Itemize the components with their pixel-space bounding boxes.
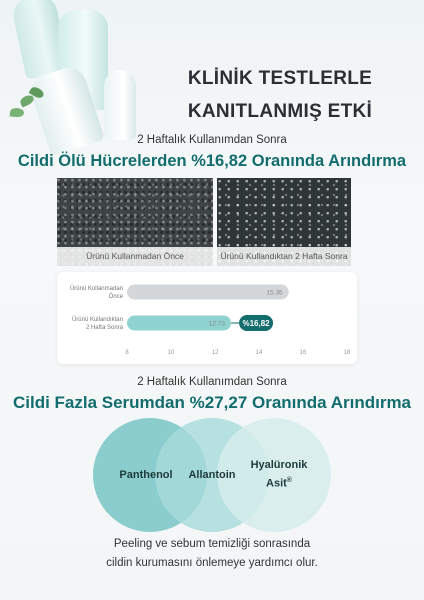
section2-subtitle: 2 Haftalık Kullanımdan Sonra (137, 376, 287, 388)
hyaluronic-line-1: Hyalüronik (250, 459, 308, 472)
footer-text (0, 535, 424, 573)
page-headline (150, 62, 410, 128)
chart-svg (57, 272, 357, 364)
x-tick-label: 14 (255, 350, 263, 356)
category-label: Önce (108, 294, 123, 300)
bar-value-label: 12.73 (208, 320, 226, 328)
footer-line-1: Peeling ve sebum temizliği sonrasında (113, 538, 311, 550)
category-label: Ürünü Kullandıktan (71, 317, 123, 323)
product-bottle (104, 70, 136, 140)
x-tick-label: 8 (125, 350, 129, 356)
x-tick-label: 18 (343, 350, 351, 356)
category-label: Ürünü Kullanmadan (69, 286, 123, 292)
headline-line-2: KANITLANMIŞ ETKİ (187, 101, 373, 122)
x-tick-label: 16 (299, 350, 307, 356)
ingredient-label-allantoin: Allantoin (188, 468, 236, 481)
x-tick-label: 10 (167, 350, 175, 356)
registered-mark: ® (286, 477, 292, 485)
photo-after-caption: Ürünü Kullandıktan 2 Hafta Sonra (217, 247, 351, 266)
headline-line-1: KLİNİK TESTLERLE (187, 68, 373, 89)
footer-line-2: cildin kurumasını önlemeye yardımcı olur. (106, 557, 318, 569)
mint-leaf-icon (10, 107, 25, 117)
highlight-value: %16,82 (242, 319, 270, 328)
section1-subtitle: 2 Haftalık Kullanımdan Sonra (137, 134, 287, 146)
bar-value-label: 15.35 (266, 289, 283, 297)
x-tick-label: 12 (211, 350, 219, 356)
section2-title: Cildi Fazla Serumdan %27,27 Oranında Arındırma (12, 393, 412, 412)
section1-title: Cildi Ölü Hücrelerden %16,82 Oranında Arındırma (17, 152, 407, 170)
comparison-bar-chart (57, 272, 357, 364)
bar (127, 285, 289, 300)
hyaluronic-line-2: Asit (266, 477, 287, 490)
photo-before-caption: Ürünü Kullanmadan Önce (57, 247, 213, 266)
ingredient-label-hyaluronic (251, 458, 308, 492)
ingredient-label-panthenol: Panthenol (119, 468, 173, 481)
category-label: 2 Hafta Sonra (85, 325, 123, 331)
